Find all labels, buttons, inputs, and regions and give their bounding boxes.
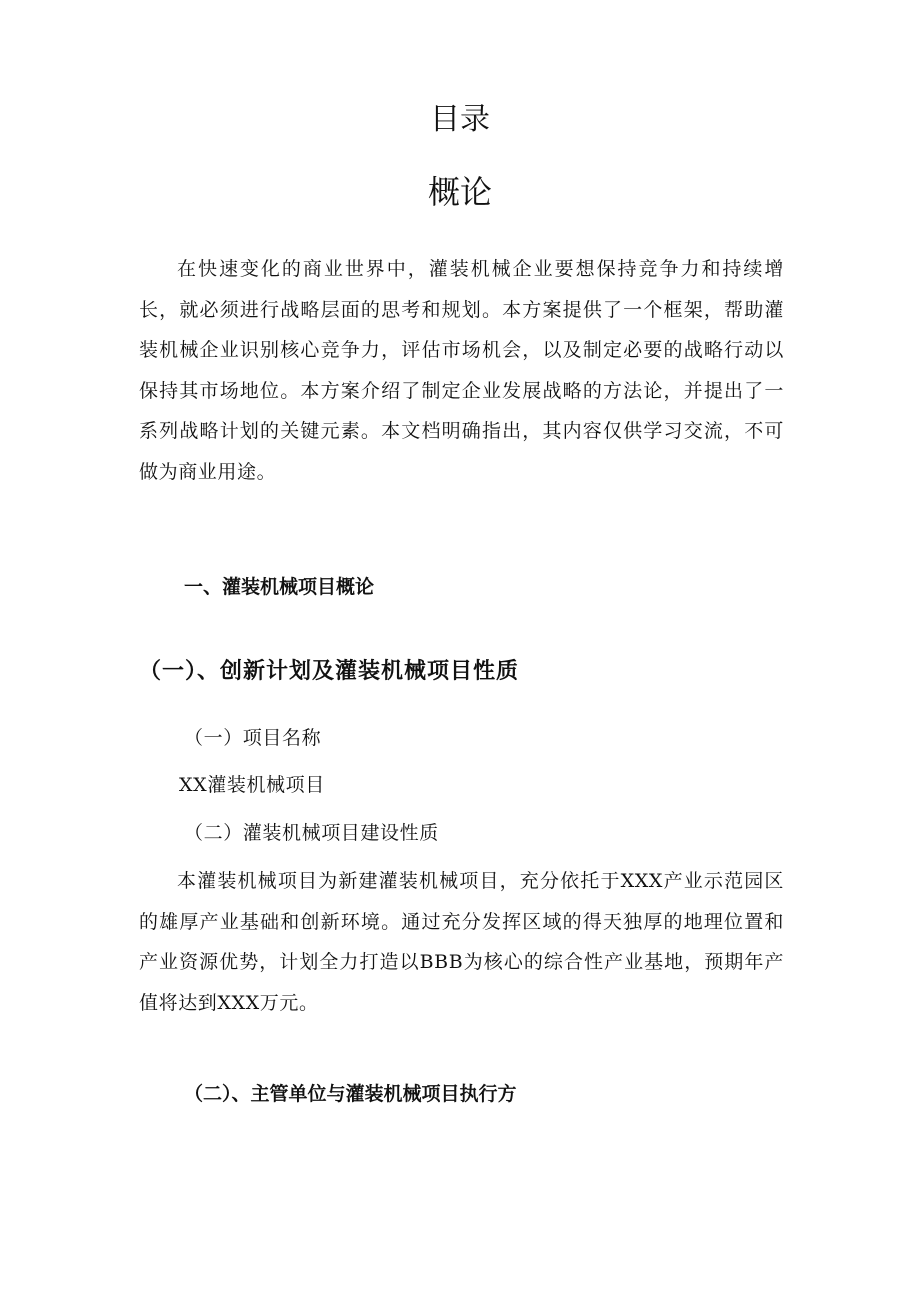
overview-title: 概论	[427, 173, 492, 211]
toc-title: 目录	[430, 102, 490, 137]
project-nature-paragraph: 本灌装机械项目为新建灌装机械项目，充分依托于XXX产业示范园区的雄厚产业基础和创新环境。通过充分发挥区域的得天独厚的地理位置和产业资源优势，计划全力打造以BBB为核心的综合性产业基地，预期年产值将达到XXX万元。	[139, 870, 784, 1014]
project-nature-label: （二）灌装机械项目建设性质	[184, 822, 439, 844]
project-name-label: （一）项目名称	[184, 727, 322, 749]
subsection-heading-1: （一）、创新计划及灌装机械项目性质	[139, 658, 520, 684]
project-name-value: XX灌装机械项目	[179, 774, 325, 796]
intro-paragraph: 在快速变化的商业世界中，灌装机械企业要想保持竞争力和持续增长，就必须进行战略层面的思考和规划。本方案提供了一个框架，帮助灌装机械企业识别核心竞争力，评估市场机会，以及制定必要的战略行动以保持其市场地位。本方案介绍了制定企业发展战略的方法论，并提出了一系列战略计划的关键元素。本文档明确指出，其内容仅供学习交流，不可做为商业用途。	[139, 258, 784, 483]
subsection-heading-2: （二）、主管单位与灌装机械项目执行方	[184, 1083, 517, 1105]
section-heading-1: 一、灌装机械项目概论	[184, 576, 375, 598]
